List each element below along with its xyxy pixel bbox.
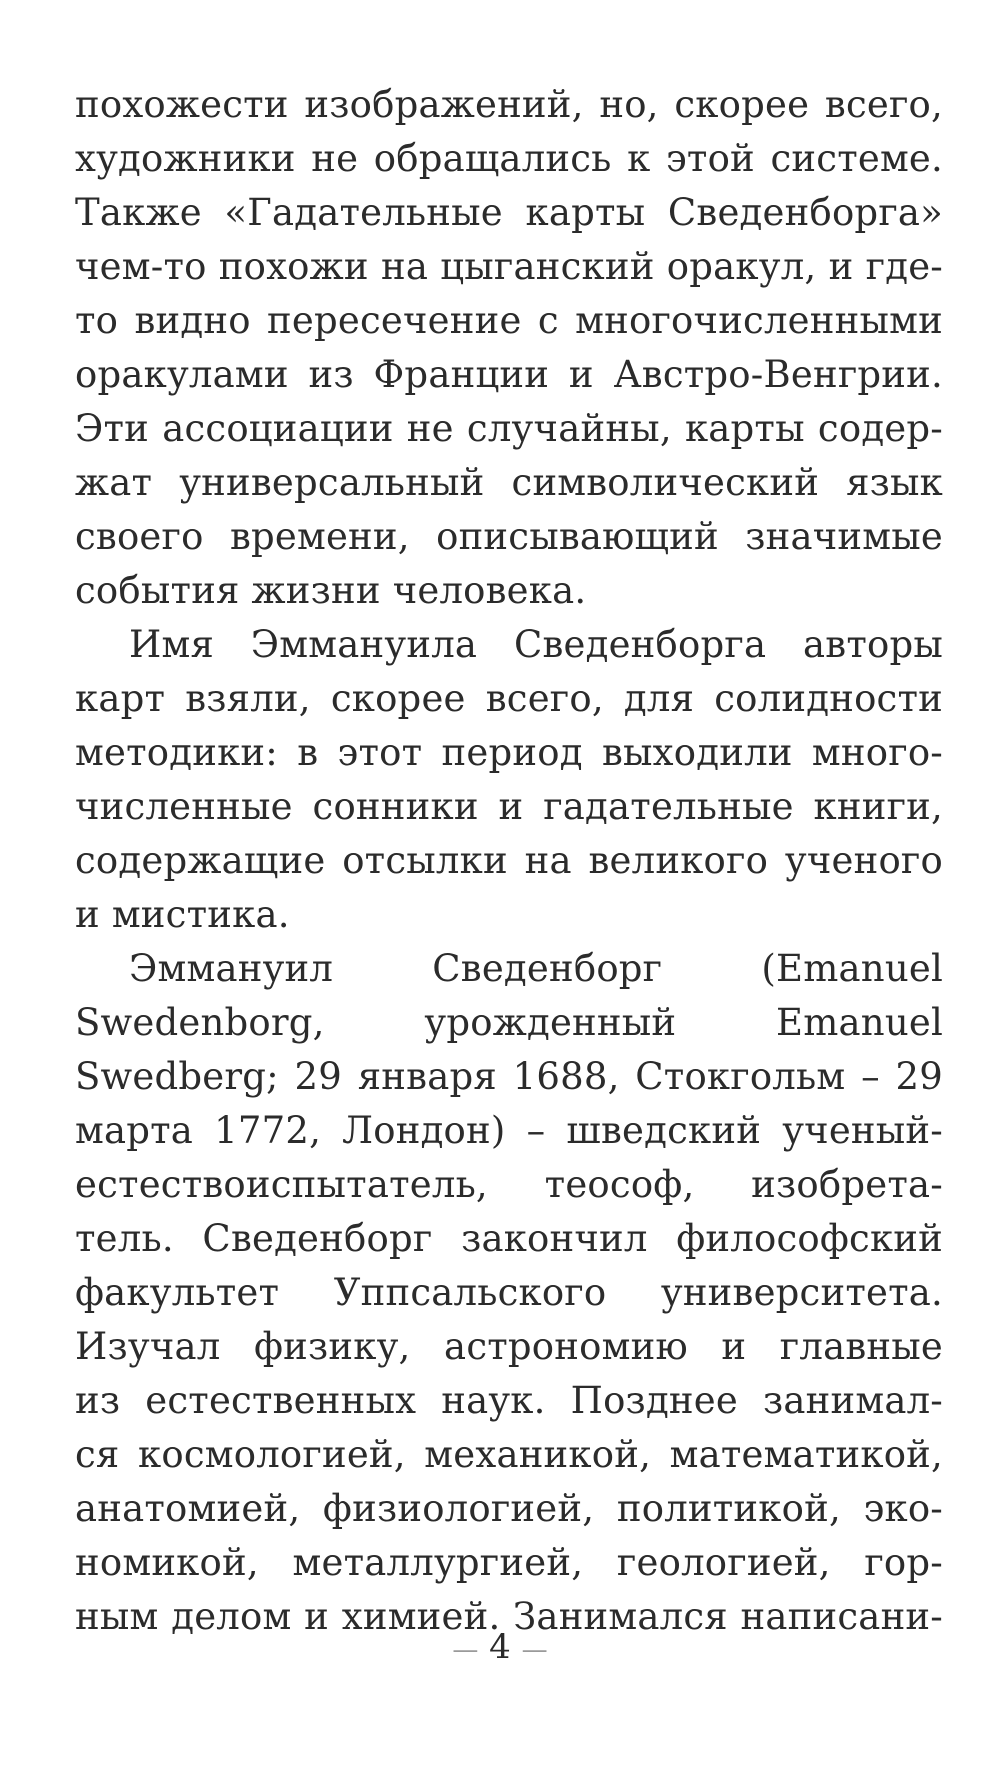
text-line: анатомией, физиологией, политикой, эко-	[75, 1487, 943, 1530]
text-line: то видно пересечение с многочисленными	[75, 299, 943, 342]
text-line: марта 1772, Лондон) – шведский ученый-	[75, 1109, 943, 1152]
text-line: естествоиспытатель, теософ, изобрета-	[75, 1163, 943, 1206]
page-number	[0, 1627, 1000, 1667]
text-line: похожести изображений, но, скорее всего,	[75, 83, 943, 126]
text-line-paragraph-end: события жизни человека.	[75, 569, 587, 612]
text-line: ным делом и химией. Занимался написани-	[75, 1595, 943, 1638]
text-line: жат универсальный символический язык	[75, 461, 943, 504]
text-line: номикой, металлургией, геологией, гор-	[75, 1541, 943, 1584]
text-line: художники не обращались к этой системе.	[75, 137, 943, 180]
body-text	[75, 78, 943, 1644]
text-line: методики: в этот период выходили много-	[75, 731, 943, 774]
text-line: карт взяли, скорее всего, для солидности	[75, 677, 943, 720]
text-line: численные сонники и гадательные книги,	[75, 785, 943, 828]
page-number-value: 4	[489, 1627, 511, 1667]
text-line: своего времени, описывающий значимые	[75, 515, 943, 558]
text-line: тель. Сведенборг закончил философский	[75, 1217, 943, 1260]
text-line: из естественных наук. Позднее занимал-	[75, 1379, 943, 1422]
text-line-paragraph-end: и мистика.	[75, 893, 290, 936]
text-line: оракулами из Франции и Австро-Венгрии.	[75, 353, 943, 396]
text-line: Эти ассоциации не случайны, карты содер-	[75, 407, 943, 450]
text-line: ся космологией, механикой, математикой,	[75, 1433, 943, 1476]
text-line: Swedenborg, урожденный Emanuel	[75, 1001, 943, 1044]
page-number-dash-right: —	[521, 1635, 548, 1665]
text-line: чем-то похожи на цыганский оракул, и где-	[75, 245, 943, 288]
text-line: Также «Гадательные карты Сведенборга»	[75, 191, 943, 234]
text-line: факультет Уппсальского университета.	[75, 1271, 943, 1314]
text-line-paragraph-start: Имя Эммануила Сведенборга авторы	[129, 623, 943, 666]
page-number-dash-left: —	[452, 1635, 479, 1665]
text-line-paragraph-start: Эммануил Сведенборг (Emanuel	[129, 947, 943, 990]
text-line: содержащие отсылки на великого ученого	[75, 839, 943, 882]
text-line: Swedberg; 29 января 1688, Стокгольм – 29	[75, 1055, 943, 1098]
text-line: Изучал физику, астрономию и главные	[75, 1325, 943, 1368]
